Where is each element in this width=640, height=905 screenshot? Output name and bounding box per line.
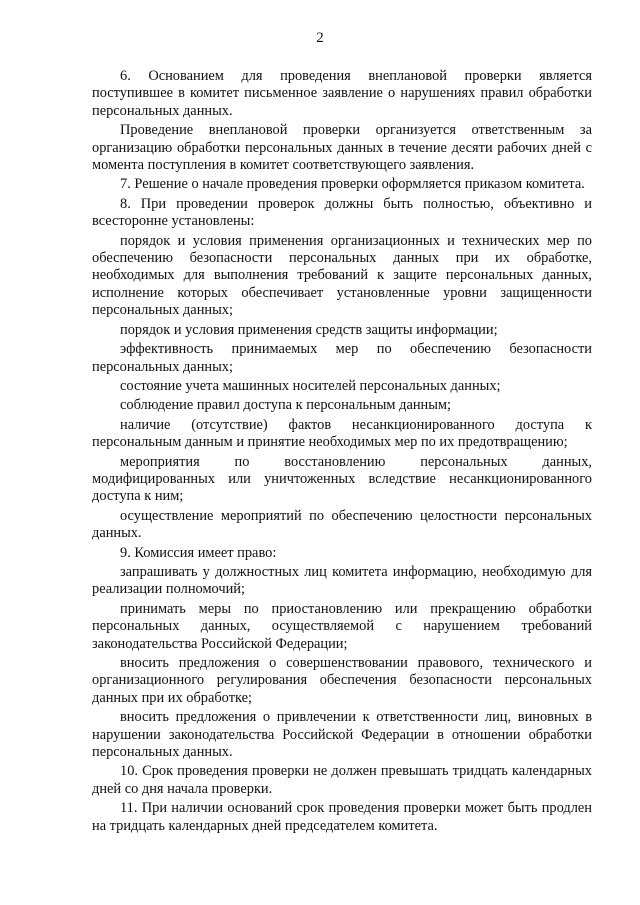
- right-request-information: запрашивать у должностных лиц комитета информацию, необходимую для реализации полномочий;: [92, 563, 592, 598]
- right-propose-liability: вносить предложения о привлечении к ответственности лиц, виновных в нарушении законодательства Российской Федерации в отношении обработки персональных данных.: [92, 709, 592, 761]
- paragraph-9: 9. Комиссия имеет право:: [120, 544, 277, 561]
- list-item-access-rules: соблюдение правил доступа к персональным данным;: [120, 397, 452, 414]
- document-body: [92, 68, 592, 835]
- paragraph-6: 6. Основанием для проведения внеплановой проверки является поступившее в комитет письменное заявление о нарушениях правил обработки персональных данных.: [92, 68, 592, 119]
- page-number: 2: [316, 30, 324, 46]
- right-suspend-processing: принимать меры по приостановлению или прекращению обработки персональных данных, осуществляемой с нарушением требований законодательства Российской Федерации;: [92, 600, 592, 652]
- paragraph-10: 10. Срок проведения проверки не должен превышать тридцать календарных дней со дня начала проверки.: [92, 763, 592, 797]
- list-item-data-integrity: осуществление мероприятий по обеспечению целостности персональных данных.: [92, 507, 592, 542]
- list-item-security-measures: порядок и условия применения организационных и технических мер по обеспечению безопасности персональных данных при их обработке, необходимых для выполнения требований к защите персональных данных, исполнение которых обеспечивает установленные уровни защищенности персональных данных;: [92, 232, 592, 319]
- list-item-effectiveness: эффективность принимаемых мер по обеспечению безопасности персональных данных;: [92, 341, 592, 375]
- list-item-media-accounting: состояние учета машинных носителей персональных данных;: [120, 377, 501, 394]
- right-propose-improvements: вносить предложения о совершенствовании правового, технического и организационного регулирования обеспечения безопасности персональных данных при их обработке;: [92, 655, 592, 706]
- list-item-protection-tools: порядок и условия применения средств защиты информации;: [120, 321, 498, 338]
- paragraph-8: 8. При проведении проверок должны быть полностью, объективно и всесторонне установлены:: [92, 195, 592, 230]
- paragraph-7: 7. Решение о начале проведения проверки оформляется приказом комитета.: [120, 176, 585, 193]
- list-item-data-recovery: мероприятия по восстановлению персональных данных, модифицированных или уничтоженных вследствие несанкционированного доступа к ним;: [92, 453, 592, 505]
- list-item-unauthorized-access: наличие (отсутствие) фактов несанкционированного доступа к персональным данным и принятие необходимых мер по их предотвращению;: [92, 416, 592, 451]
- paragraph-6-continued: Проведение внеплановой проверки организуется ответственным за организацию обработки персональных данных в течение десяти рабочих дней с момента поступления в комитет соответствующего заявления.: [92, 122, 592, 174]
- paragraph-11: 11. При наличии оснований срок проведения проверки может быть продлен на тридцать календарных дней председателем комитета.: [92, 800, 592, 834]
